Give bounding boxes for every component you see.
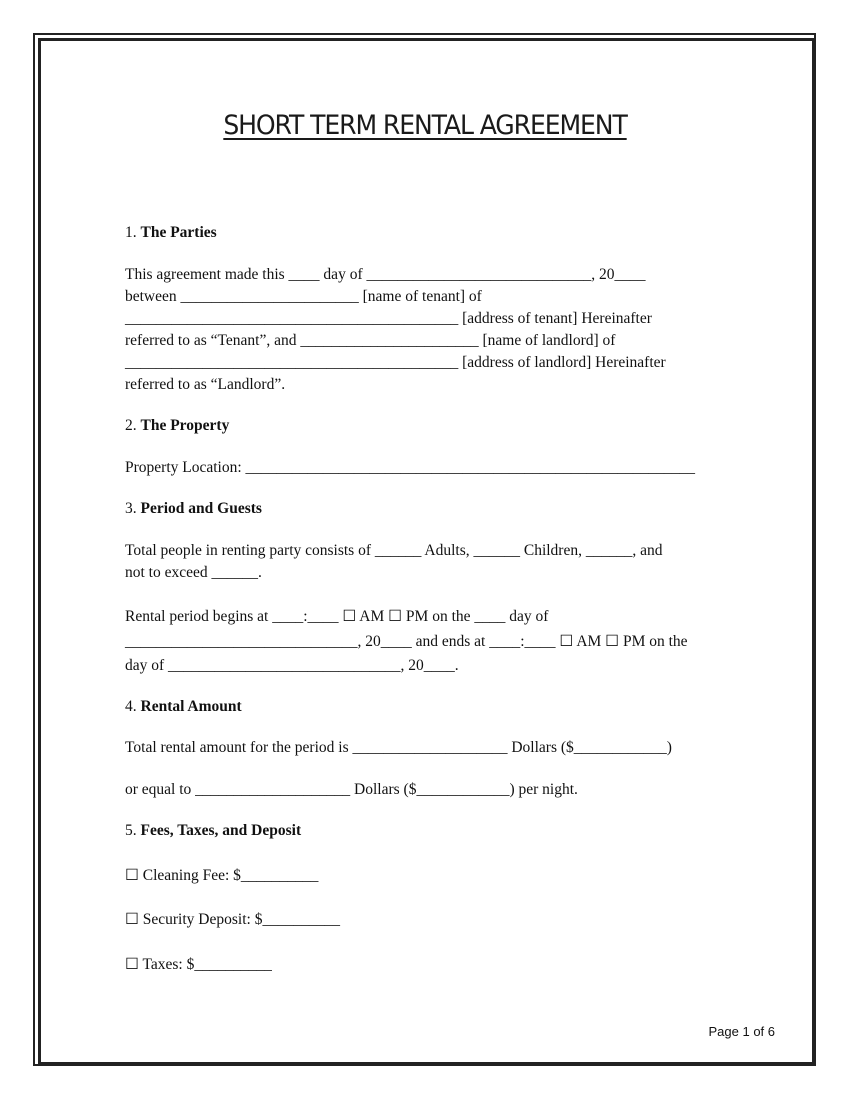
period-line-2: not to exceed ______. — [125, 564, 262, 581]
property-location-line: Property Location: __________________________________________________________ — [125, 459, 696, 476]
parties-line-3: ___________________________________________ [address of tenant] Hereinafter — [125, 310, 652, 327]
section-4-heading: 4. Rental Amount — [125, 698, 242, 715]
document-title: SHORT TERM RENTAL AGREEMENT — [223, 110, 627, 141]
security-deposit-line: ☐ Security Deposit: $__________ — [125, 911, 340, 928]
rental-line-1: Total rental amount for the period is ____________________ Dollars ($____________) — [125, 739, 672, 756]
parties-line-5: ___________________________________________ [address of landlord] Hereinafter — [125, 354, 666, 371]
period-line-3: Rental period begins at ____:____ ☐ AM ☐ PM on the ____ day of — [125, 608, 549, 625]
parties-line-1: This agreement made this ____ day of _____________________________, 20____ — [125, 266, 646, 283]
section-5-heading: 5. Fees, Taxes, and Deposit — [125, 822, 302, 839]
parties-line-2: between _______________________ [name of tenant] of — [125, 288, 482, 305]
section-3-heading: 3. Period and Guests — [125, 500, 262, 517]
cleaning-fee-line: ☐ Cleaning Fee: $__________ — [125, 867, 319, 884]
page-number: Page 1 of 6 — [708, 1024, 775, 1039]
parties-line-6: referred to as “Landlord”. — [125, 376, 286, 393]
taxes-line: ☐ Taxes: $__________ — [125, 956, 272, 973]
period-line-5: day of ______________________________, 20____. — [125, 657, 459, 674]
period-line-1: Total people in renting party consists of ______ Adults, ______ Children, ______, and — [125, 542, 663, 559]
section-2-heading: 2. The Property — [125, 417, 230, 434]
parties-line-4: referred to as “Tenant”, and _______________________ [name of landlord] of — [125, 332, 616, 349]
rental-line-2: or equal to ____________________ Dollars ($____________) per night. — [125, 781, 578, 798]
period-line-4: ______________________________, 20____ and ends at ____:____ ☐ AM ☐ PM on the — [125, 633, 688, 650]
section-1-heading: 1. The Parties — [125, 224, 217, 241]
